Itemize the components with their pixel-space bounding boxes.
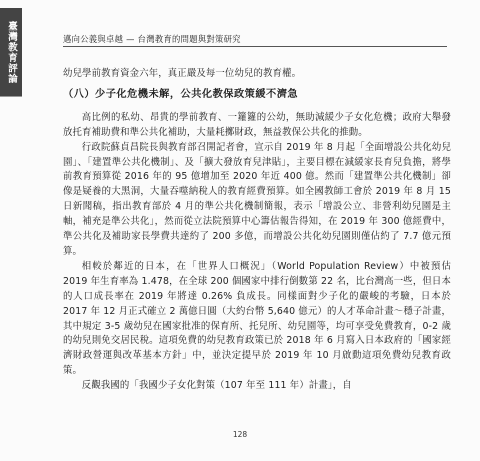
- side-tab-divider: [0, 96, 22, 97]
- side-section-tab: 臺灣教育評論: [0, 8, 22, 96]
- paragraph-4: 反觀我國的「我國少子女化對策（107 年至 111 年）計畫」，自: [81, 380, 352, 392]
- paragraph-3: 相較於鄰近的日本，在「世界人口概況」（World Population Review）中被預估 2019 年生育率為 1.478，在全球 200 個國家中排行倒數第 22 名，比台灣高一些，但日本的人口成長率在 2019 年將達 0.26% 負成長。同樣面對少子化的嚴峻的考驗，日本於 2017 年 12 月正式確立 2 萬億日圓（大約台幣 5,640 億元）的人才革命計畫～穩子計畫，其中規定 3-5 歲幼兒在國家批准的保育所、托兒所、幼兒園等，均可享受免費教育，0-2 歲的幼兒則免交居民稅。這項免費的幼兒教育政策已於 2018 年 6 月寫入日本政府的「國家經濟財政營運與改革基本方針」中，並決定提早於 2019 年 10 月啟動這項免費幼兒教育政策。: [63, 260, 451, 377]
- paragraph-2: 行政院蘇貞昌院長與教育部召開記者會，宣示自 2019 年 8 月起「全面增設公共化幼兒園」、「建置準公共化機制」、及「擴大發放育兒津貼」，主要目標在減緩家長育兒負擔，將學前教育預算從 2016 年的 95 億增加至 2020 年近 400 億。然而「建置準公共化機制」卻像是疑養的大黑洞，大量吞噬納稅人的教育經費預算。如全國教師工會於 2019 年 8 月 15 日新聞稿，指出教育部於 4 月的準公共化機制簡報，表示「增設公立、非營利幼兒園是主軸，補充是準公共化」，然而從立法院預算中心籌估報告得知，在 2019 年 300 億經費中，準公共化及補助家長學費共達約了 200 多億，而增設公共化幼兒園則僅佔約了 7.7 億元預算。: [63, 141, 451, 257]
- page-number: 128: [232, 430, 248, 439]
- body-text: [63, 67, 451, 394]
- section-heading: （八）少子化危機未解，公共化教保政策緩不濟急: [63, 88, 299, 100]
- running-header: 邁向公義與卓越 — 台灣教育的問題與對策研究: [63, 34, 241, 44]
- header-rule: [63, 46, 447, 47]
- paragraph-intro: 幼兒學前教育資金六年，真正嚴及每一位幼兒的教育權。: [63, 68, 302, 79]
- paragraph-1: 高比例的私幼、昂貴的學前教育、一籮籮的公幼，無助減緩少子女化危機；政府大舉發放托育補助費和準公共化補助，大量耗擲財政，無益教保公共化的推動。: [63, 111, 451, 138]
